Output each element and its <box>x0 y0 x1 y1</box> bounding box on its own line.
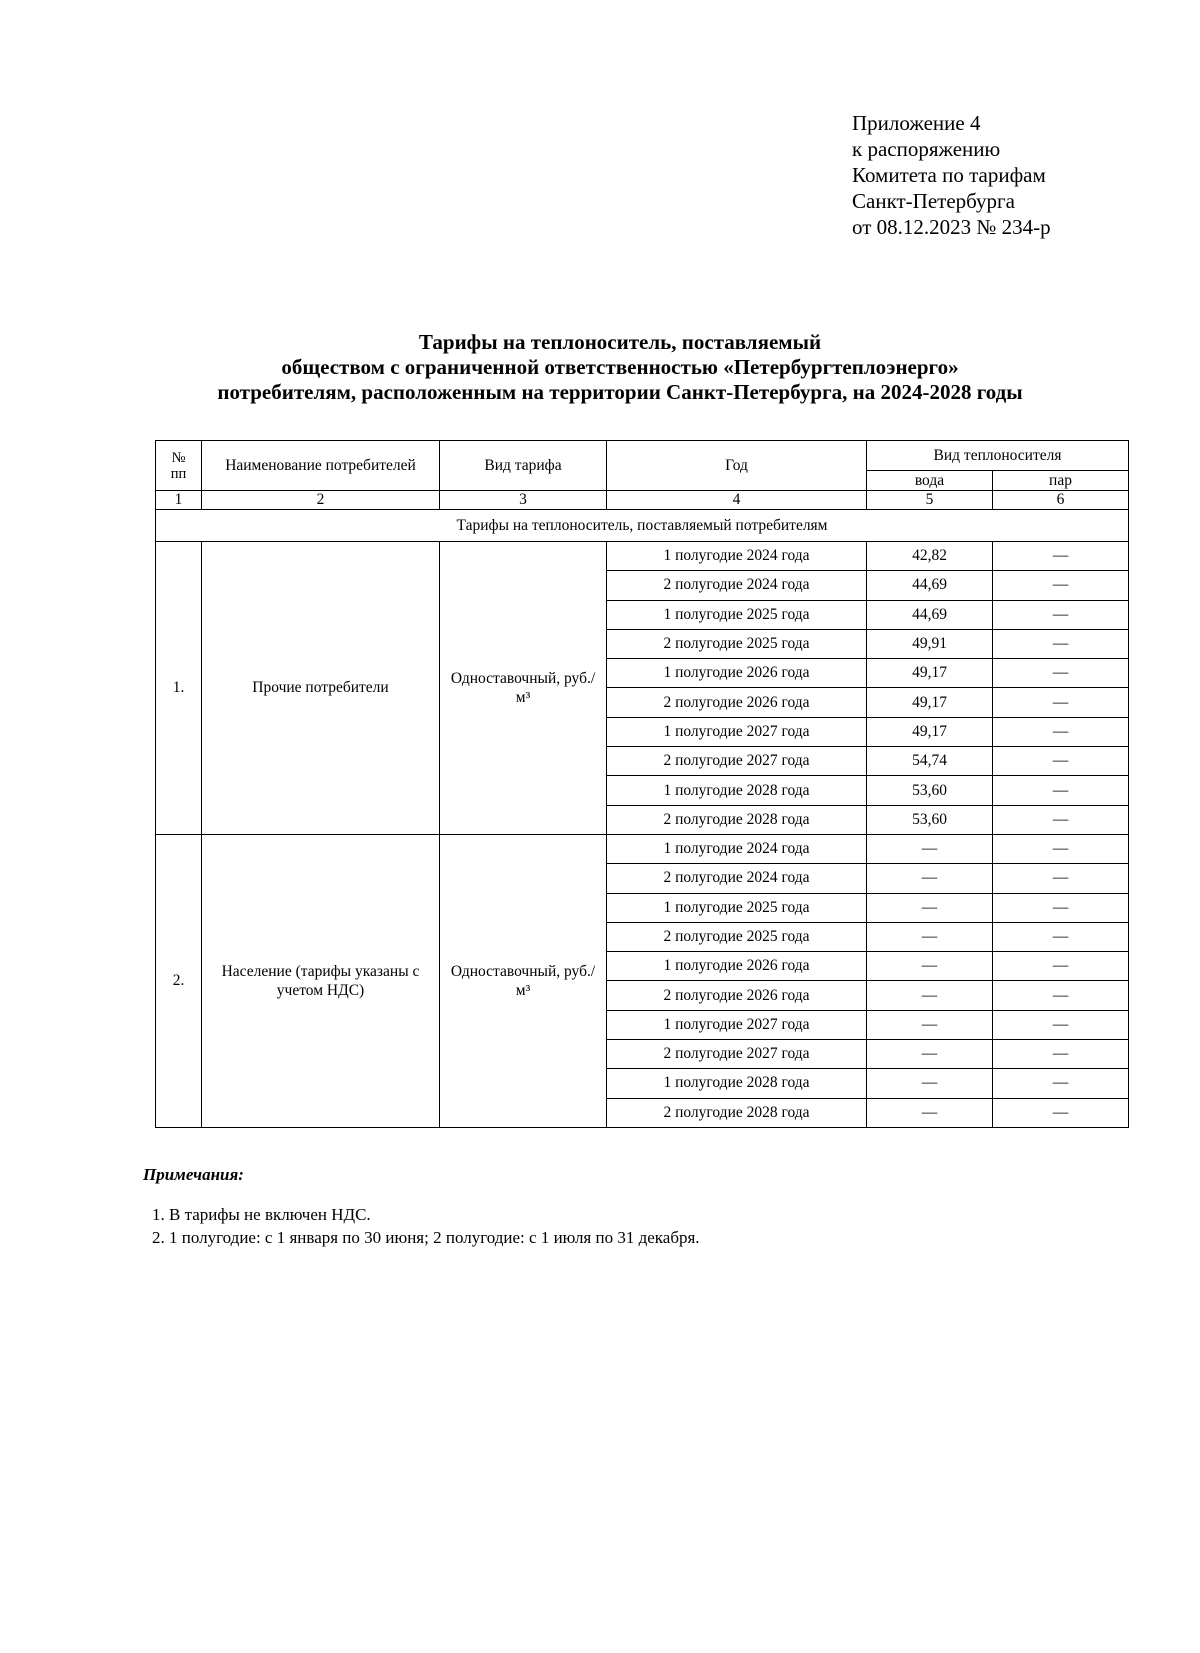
notes-block <box>143 1165 1143 1249</box>
section-title: Тарифы на теплоноситель, поставляемый потребителям <box>156 510 1129 542</box>
water-tariff: — <box>867 1069 993 1098</box>
steam-tariff: — <box>993 600 1129 629</box>
header-consumer: Наименование потребителей <box>202 441 440 491</box>
water-tariff: 49,17 <box>867 688 993 717</box>
appendix-line: Комитета по тарифам <box>852 163 1046 187</box>
period-cell: 1 полугодие 2025 года <box>607 600 867 629</box>
appendix-line: Приложение 4 <box>852 111 981 135</box>
period-cell: 1 полугодие 2026 года <box>607 952 867 981</box>
period-cell: 2 полугодие 2028 года <box>607 1098 867 1127</box>
header-number-line2: пп <box>170 465 187 482</box>
appendix-block <box>852 110 1152 240</box>
column-number: 6 <box>993 491 1129 510</box>
period-cell: 1 полугодие 2025 года <box>607 893 867 922</box>
water-tariff: 54,74 <box>867 747 993 776</box>
period-cell: 1 полугодие 2027 года <box>607 1010 867 1039</box>
tariff-type: Одноставочный, руб./м³ <box>440 834 607 1127</box>
steam-tariff: — <box>993 688 1129 717</box>
water-tariff: 44,69 <box>867 600 993 629</box>
steam-tariff: — <box>993 1098 1129 1127</box>
notes-title: Примечания: <box>143 1165 244 1184</box>
water-tariff: — <box>867 864 993 893</box>
water-tariff: 49,17 <box>867 717 993 746</box>
water-tariff: 49,17 <box>867 659 993 688</box>
steam-tariff: — <box>993 952 1129 981</box>
header-year: Год <box>607 441 867 491</box>
header-number <box>156 441 202 491</box>
column-number: 1 <box>156 491 202 510</box>
row-number: 1. <box>156 542 202 835</box>
steam-tariff: — <box>993 981 1129 1010</box>
period-cell: 2 полугодие 2024 года <box>607 571 867 600</box>
steam-tariff: — <box>993 717 1129 746</box>
title-line: Тарифы на теплоноситель, поставляемый <box>418 330 822 354</box>
period-cell: 1 полугодие 2026 года <box>607 659 867 688</box>
header-number-line1: № <box>171 449 186 466</box>
water-tariff: 53,60 <box>867 776 993 805</box>
period-cell: 1 полугодие 2024 года <box>607 834 867 863</box>
water-tariff: — <box>867 834 993 863</box>
water-tariff: 53,60 <box>867 805 993 834</box>
appendix-line: от 08.12.2023 № 234-р <box>852 215 1051 239</box>
table-row <box>156 834 1129 863</box>
period-cell: 2 полугодие 2025 года <box>607 922 867 951</box>
water-tariff: — <box>867 922 993 951</box>
period-cell: 2 полугодие 2024 года <box>607 864 867 893</box>
period-cell: 2 полугодие 2027 года <box>607 747 867 776</box>
header-water: вода <box>867 471 993 491</box>
water-tariff: 44,69 <box>867 571 993 600</box>
steam-tariff: — <box>993 776 1129 805</box>
period-cell: 1 полугодие 2028 года <box>607 776 867 805</box>
period-cell: 2 полугодие 2026 года <box>607 981 867 1010</box>
note-item: 2. 1 полугодие: с 1 января по 30 июня; 2 полугодие: с 1 июля по 31 декабря. <box>169 1226 1143 1249</box>
period-cell: 2 полугодие 2025 года <box>607 629 867 658</box>
document-title <box>120 330 1120 405</box>
header-carrier: Вид теплоносителя <box>867 441 1129 471</box>
water-tariff: — <box>867 1010 993 1039</box>
steam-tariff: — <box>993 747 1129 776</box>
steam-tariff: — <box>993 834 1129 863</box>
steam-tariff: — <box>993 659 1129 688</box>
notes-list <box>143 1203 1143 1249</box>
steam-tariff: — <box>993 571 1129 600</box>
column-number: 3 <box>440 491 607 510</box>
steam-tariff: — <box>993 542 1129 571</box>
column-number: 2 <box>202 491 440 510</box>
period-cell: 1 полугодие 2024 года <box>607 542 867 571</box>
note-item: 1. В тарифы не включен НДС. <box>169 1203 1143 1226</box>
steam-tariff: — <box>993 864 1129 893</box>
title-line: потребителям, расположенным на территории Санкт-Петербурга, на 2024-2028 годы <box>217 380 1023 404</box>
steam-tariff: — <box>993 893 1129 922</box>
steam-tariff: — <box>993 1069 1129 1098</box>
water-tariff: 49,91 <box>867 629 993 658</box>
header-steam: пар <box>993 471 1129 491</box>
water-tariff: — <box>867 981 993 1010</box>
column-number: 5 <box>867 491 993 510</box>
header-tariff-type: Вид тарифа <box>440 441 607 491</box>
water-tariff: — <box>867 1040 993 1069</box>
tariff-type: Одноставочный, руб./м³ <box>440 542 607 835</box>
water-tariff: 42,82 <box>867 542 993 571</box>
steam-tariff: — <box>993 922 1129 951</box>
column-number: 4 <box>607 491 867 510</box>
row-number: 2. <box>156 834 202 1127</box>
appendix-line: Санкт-Петербурга <box>852 189 1015 213</box>
period-cell: 2 полугодие 2028 года <box>607 805 867 834</box>
consumer-name: Население (тарифы указаны с учетом НДС) <box>202 834 440 1127</box>
title-line: обществом с ограниченной ответственностью «Петербургтеплоэнерго» <box>281 355 959 379</box>
water-tariff: — <box>867 952 993 981</box>
period-cell: 2 полугодие 2026 года <box>607 688 867 717</box>
water-tariff: — <box>867 1098 993 1127</box>
steam-tariff: — <box>993 1010 1129 1039</box>
steam-tariff: — <box>993 629 1129 658</box>
steam-tariff: — <box>993 1040 1129 1069</box>
steam-tariff: — <box>993 805 1129 834</box>
table-row <box>156 542 1129 571</box>
consumer-name: Прочие потребители <box>202 542 440 835</box>
tariff-table <box>155 440 1129 1128</box>
period-cell: 1 полугодие 2027 года <box>607 717 867 746</box>
period-cell: 1 полугодие 2028 года <box>607 1069 867 1098</box>
period-cell: 2 полугодие 2027 года <box>607 1040 867 1069</box>
water-tariff: — <box>867 893 993 922</box>
appendix-line: к распоряжению <box>852 137 1001 161</box>
